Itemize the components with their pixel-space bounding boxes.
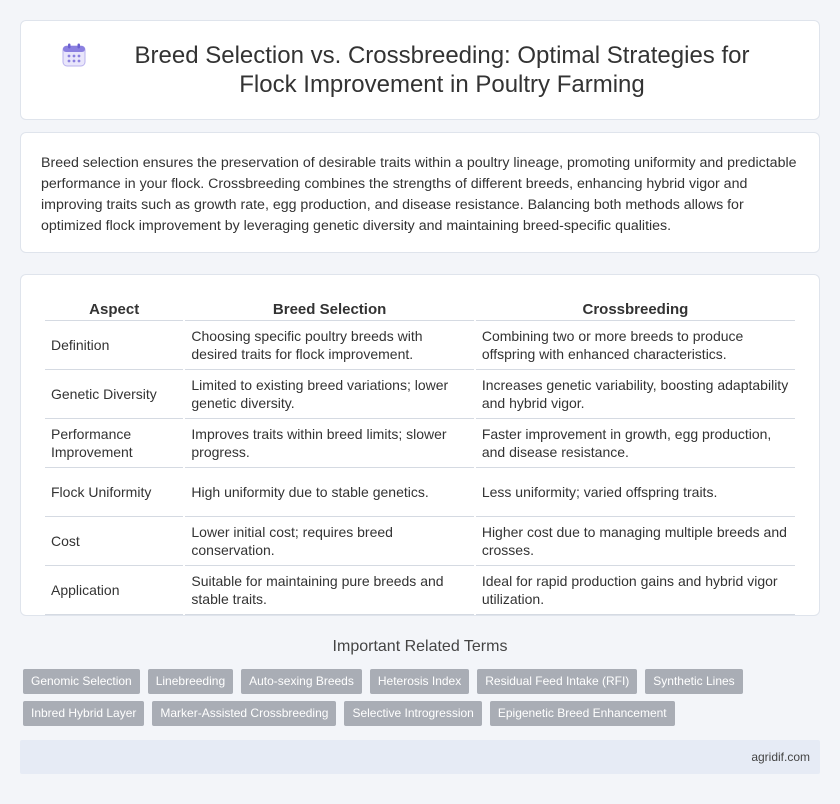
tag-auto-sexing-breeds[interactable]: Auto-sexing Breeds (241, 669, 362, 694)
row-aspect: Genetic Diversity (45, 370, 183, 419)
comparison-table (43, 293, 797, 615)
row-breed-selection: High uniformity due to stable genetics. (185, 468, 473, 517)
row-breed-selection: Suitable for maintaining pure breeds and stable traits. (185, 566, 473, 615)
tag-linebreeding[interactable]: Linebreeding (148, 669, 233, 694)
table-row (45, 468, 795, 517)
row-aspect: Application (45, 566, 183, 615)
row-aspect: Definition (45, 321, 183, 370)
table-row (45, 419, 795, 468)
row-crossbreeding: Combining two or more breeds to produce offspring with enhanced characteristics. (476, 321, 795, 370)
row-crossbreeding: Higher cost due to managing multiple breeds and crosses. (476, 517, 795, 566)
tag-epigenetic-breed-enhancement[interactable]: Epigenetic Breed Enhancement (490, 701, 675, 726)
header-crossbreeding: Crossbreeding (476, 293, 795, 321)
comparison-card (20, 274, 820, 616)
table-row (45, 321, 795, 370)
row-aspect: Performance Improvement (45, 419, 183, 468)
row-breed-selection: Limited to existing breed variations; lower genetic diversity. (185, 370, 473, 419)
row-crossbreeding: Increases genetic variability, boosting adaptability and hybrid vigor. (476, 370, 795, 419)
calendar-icon (61, 42, 87, 68)
row-breed-selection: Lower initial cost; requires breed conservation. (185, 517, 473, 566)
header-breed-selection: Breed Selection (185, 293, 473, 321)
table-row (45, 370, 795, 419)
summary-text: Breed selection ensures the preservation of desirable traits within a poultry lineage, promoting uniformity and predictable performance in your flock. Crossbreeding combines the strengths of different breeds, enhancing hybrid vigor and improving traits such as growth rate, egg production, and disease resistance. Balancing both methods allows for optimized flock improvement by leveraging genetic diversity and maintaining breed-specific qualities. (41, 155, 797, 234)
footer-site[interactable]: agridif.com (751, 750, 810, 764)
tag-marker-assisted-crossbreeding[interactable]: Marker-Assisted Crossbreeding (152, 701, 336, 726)
page-title: Breed Selection vs. Crossbreeding: Optimal Strategies for Flock Improvement in Poultry Farming (134, 42, 750, 98)
row-crossbreeding: Less uniformity; varied offspring traits. (476, 468, 795, 517)
table-row (45, 566, 795, 615)
title-wrap (21, 21, 819, 119)
table-row (45, 517, 795, 566)
row-aspect: Flock Uniformity (45, 468, 183, 517)
row-breed-selection: Choosing specific poultry breeds with desired traits for flock improvement. (185, 321, 473, 370)
tag-heterosis-index[interactable]: Heterosis Index (370, 669, 469, 694)
summary-card (20, 132, 820, 253)
tag-selective-introgression[interactable]: Selective Introgression (344, 701, 481, 726)
tag-synthetic-lines[interactable]: Synthetic Lines (645, 669, 742, 694)
tag-residual-feed-intake[interactable]: Residual Feed Intake (RFI) (477, 669, 637, 694)
tag-inbred-hybrid-layer[interactable]: Inbred Hybrid Layer (23, 701, 144, 726)
tag-genomic-selection[interactable]: Genomic Selection (23, 669, 140, 694)
footer (20, 740, 820, 774)
row-crossbreeding: Faster improvement in growth, egg production, and disease resistance. (476, 419, 795, 468)
title-card (20, 20, 820, 120)
header-aspect: Aspect (45, 293, 183, 321)
row-breed-selection: Improves traits within breed limits; slower progress. (185, 419, 473, 468)
related-terms-heading: Important Related Terms (332, 638, 508, 655)
row-aspect: Cost (45, 517, 183, 566)
row-crossbreeding: Ideal for rapid production gains and hybrid vigor utilization. (476, 566, 795, 615)
table-header-row (45, 293, 795, 321)
related-terms-tags (23, 669, 823, 726)
